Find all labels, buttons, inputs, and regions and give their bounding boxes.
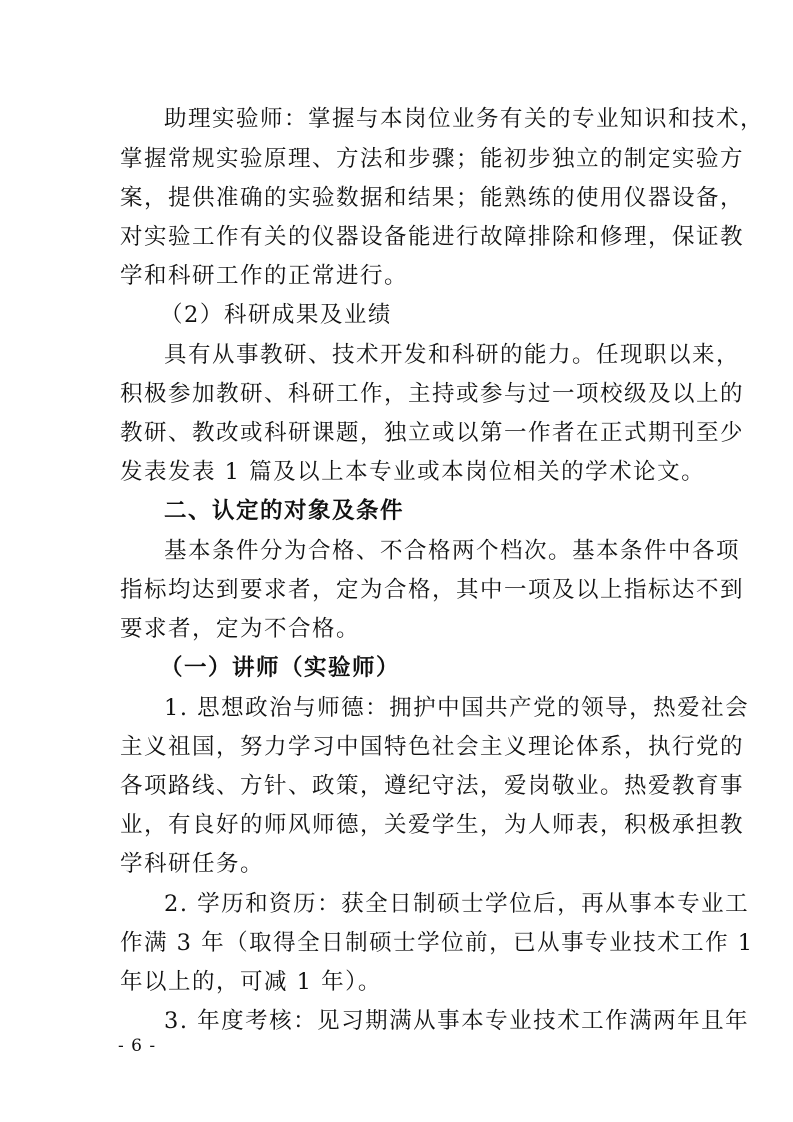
paragraph-line: 3. 年度考核：见习期满从事本专业技术工作满两年且年 — [164, 1008, 750, 1034]
paragraph-line: 积极参加教研、科研工作，主持或参与过一项校级及以上的 — [120, 381, 745, 407]
paragraph-line: 1. 思想政治与师德：拥护中国共产党的领导，热爱社会 — [164, 695, 750, 721]
paragraph-line: 要求者，定为不合格。 — [120, 616, 361, 642]
paragraph-line: 学科研任务。 — [120, 851, 265, 877]
paragraph-line: 掌握常规实验原理、方法和步骤；能初步独立的制定实验方 — [120, 146, 745, 172]
paragraph-line: 2. 学历和资历：获全日制硕士学位后，再从事本专业工 — [164, 891, 750, 917]
paragraph-line: 对实验工作有关的仪器设备能进行故障排除和修理，保证教 — [120, 224, 745, 250]
section-heading: 二、认定的对象及条件 — [164, 498, 405, 524]
paragraph-line: 年以上的，可减 1 年）。 — [120, 969, 382, 995]
paragraph-line: 助理实验师：掌握与本岗位业务有关的专业知识和技术， — [164, 106, 765, 132]
paragraph-line: 业，有良好的师风师德，关爱学生，为人师表，积极承担教 — [120, 812, 745, 838]
paragraph-line: 具有从事教研、技术开发和科研的能力。任现职以来， — [164, 342, 741, 368]
paragraph-line: 各项路线、方针、政策，遵纪守法，爱岗敬业。热爱教育事 — [120, 773, 745, 799]
paragraph-line: 发表发表 1 篇及以上本专业或本岗位相关的学术论文。 — [120, 459, 706, 485]
paragraph-line: 学和科研工作的正常进行。 — [120, 263, 409, 289]
paragraph-line: 指标均达到要求者，定为合格，其中一项及以上指标达不到 — [120, 577, 745, 603]
paragraph-line: 教研、教改或科研课题，独立或以第一作者在正式期刊至少 — [120, 420, 745, 446]
section-subheading: （2）科研成果及业绩 — [160, 302, 392, 328]
paragraph-line: 基本条件分为合格、不合格两个档次。基本条件中各项 — [164, 538, 741, 564]
paragraph-line: 案，提供准确的实验数据和结果；能熟练的使用仪器设备， — [120, 185, 745, 211]
paragraph-line: 主义祖国，努力学习中国特色社会主义理论体系，执行党的 — [120, 734, 745, 760]
section-subheading-bold: （一）讲师（实验师） — [160, 655, 401, 681]
paragraph-line: 作满 3 年（取得全日制硕士学位前，已从事专业技术工作 1 — [120, 930, 754, 956]
page-number: - 6 - — [118, 1036, 157, 1056]
